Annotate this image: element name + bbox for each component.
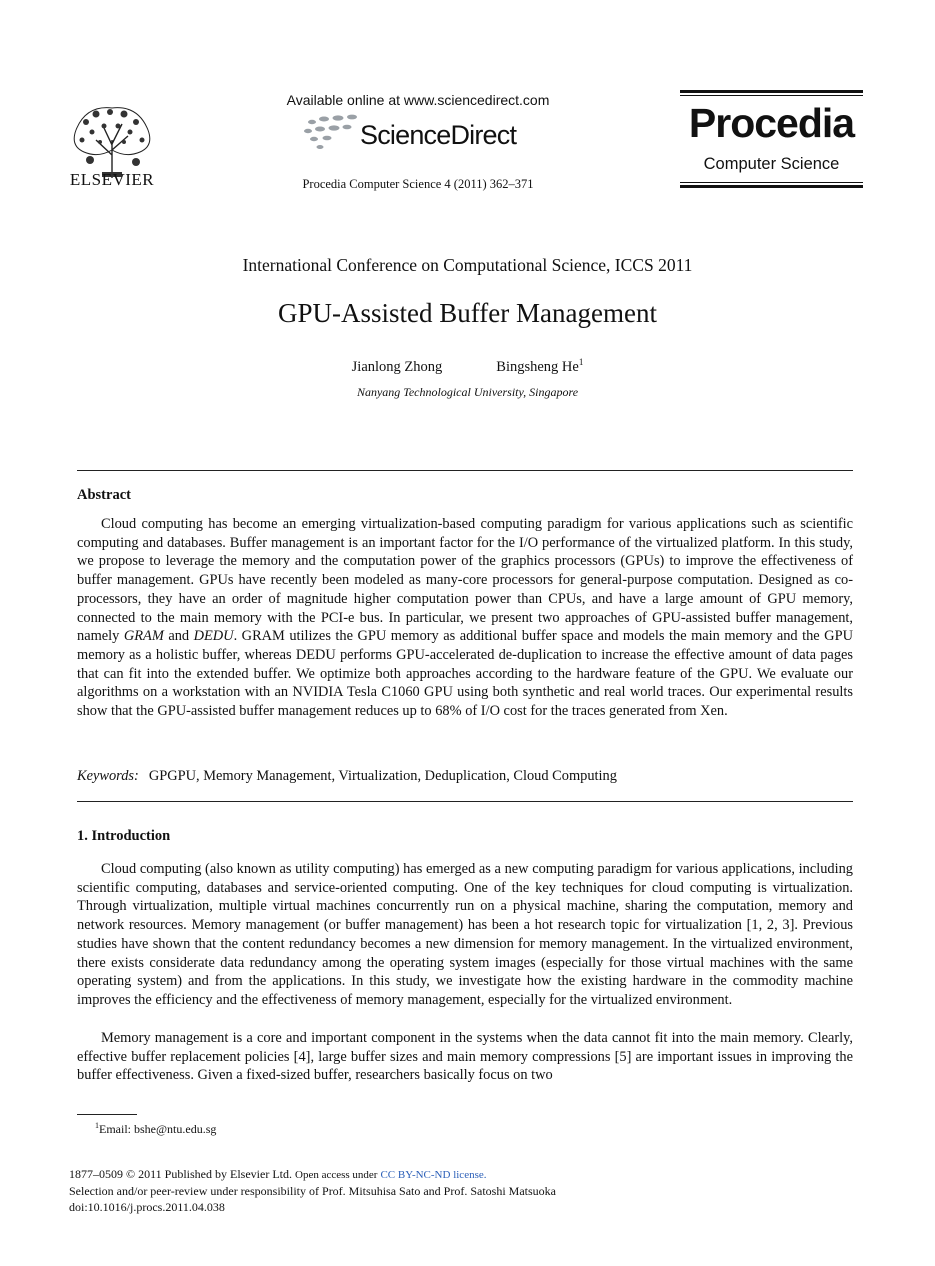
footnote-email: Email: bshe@ntu.edu.sg xyxy=(99,1122,217,1136)
elsevier-wordmark: ELSEVIER xyxy=(69,170,155,189)
keywords-line xyxy=(77,768,617,785)
introduction-paragraph-1: Cloud computing (also known as utility computing) has emerged as a new computing paradigm for various applications, including scientific computing, databases and service-oriented computing. One of the key techniques for cloud computing is virtualization. Through virtualization, multiple virtual machines concurrently run on a physical machine, sharing the computation, memory and network resources. Memory management (or buffer management) has been a hot research topic for virtualization [1, 2, 3]. Previous studies have shown that the content redundancy becomes a new dimension for memory management. In the virtualized environment, there exists considerate data redundancy among the operating system images (especially for those virtual machines with the same operating system) and from the applications. In this study, we investigate how the existing hardware in the commodity machine improves the efficiency and the effectiveness of memory management, especially for the virtualized environment. xyxy=(77,861,853,1008)
abstract-paragraph xyxy=(77,515,853,721)
journal-reference: Procedia Computer Science 4 (2011) 362–371 xyxy=(302,177,534,191)
keywords-label: Keywords: xyxy=(77,768,139,784)
abstract-text: . GRAM utilizes the GPU memory as additional buffer space and models the main memory and the GPU memory as a holistic buffer, whereas DEDU performs GPU-accelerated de-duplication to increase the effective amount of data pages that can fit into the extended buffer. We optimize both approaches according to the hardware feature of the GPU. We evaluate our algorithms on a workstation with an NVIDIA Tesla C1060 GPU using both synthetic and real world traces. Our experimental results show that the GPU-assisted buffer management reduces up to 68% of I/O cost for the traces generated from Xen. xyxy=(77,628,853,720)
doi-line: doi:10.1016/j.procs.2011.04.038 xyxy=(69,1200,225,1214)
procedia-bottom-thin-rule xyxy=(680,182,863,183)
conference-name: International Conference on Computational Science, ICCS 2011 xyxy=(242,255,693,275)
term-gram: GRAM xyxy=(123,628,164,645)
procedia-logo xyxy=(680,90,863,190)
paper-title: GPU-Assisted Buffer Management xyxy=(278,298,657,328)
abstract-heading: Abstract xyxy=(77,487,131,503)
sciencedirect-wordmark: ScienceDirect xyxy=(360,120,517,150)
open-access-text: Open access under xyxy=(295,1169,378,1181)
procedia-subtitle: Computer Science xyxy=(703,155,840,173)
affiliation: Nanyang Technological University, Singapore xyxy=(356,385,579,399)
available-online-text: Available online at www.sciencedirect.com xyxy=(286,92,550,108)
introduction-paragraph-2: Memory management is a core and important component in the systems when the data cannot fit into the main memory. Clearly, effective buffer replacement policies [4], large buffer sizes and main memory compressions [5] are important issues in improving the buffer effectiveness. Given a fixed-sized buffer, researchers basically focus on two xyxy=(77,1030,853,1084)
procedia-bottom-rule xyxy=(680,185,863,188)
procedia-top-rule xyxy=(680,90,863,93)
footnote-mark: 1 xyxy=(95,1121,99,1130)
procedia-top-thin-rule xyxy=(680,95,863,96)
abstract-text: Cloud computing has become an emerging virtualization-based computing paradigm for various applications such as scientific computing and databases. Buffer management is an important factor for the I/O performance of the virtualized platform. In this study, we propose to leverage the memory and the computation power of the graphics processors (GPUs) to improve the effectiveness of buffer management. GPUs have recently been modeled as many-core processors for general-purpose computation. Designed as co-processors, they have an order of magnitude higher computation power than CPUs, and have a large amount of GPU memory, connected to the main memory with the PCI-e bus. In particular, we present two approaches of GPU-assisted buffer management, namely xyxy=(77,516,853,645)
sciencedirect-dots-icon xyxy=(300,112,360,154)
abstract-top-rule xyxy=(77,470,853,471)
abstract-text: and xyxy=(163,628,194,645)
author-name: Bingsheng He xyxy=(496,358,579,375)
issn-copyright: 1877–0509 © 2011 Published by Elsevier Ltd. xyxy=(69,1167,292,1181)
term-dedu: DEDU xyxy=(193,628,234,645)
keywords-list: GPGPU, Memory Management, Virtualization, Deduplication, Cloud Computing xyxy=(148,768,617,784)
author-footnote-mark: 1 xyxy=(578,357,584,367)
author-name: Jianlong Zhong xyxy=(351,358,443,375)
author-list xyxy=(0,357,935,376)
procedia-title: Procedia xyxy=(688,100,855,146)
footnote xyxy=(95,1121,216,1137)
license-link[interactable]: CC BY-NC-ND license. xyxy=(380,1169,487,1181)
copyright-line xyxy=(69,1167,487,1182)
peer-review-line: Selection and/or peer-review under responsibility of Prof. Mitsuhisa Sato and Prof. Satoshi Matsuoka xyxy=(69,1184,557,1198)
introduction-heading: 1. Introduction xyxy=(77,828,171,844)
footnote-rule xyxy=(77,1114,137,1115)
abstract-bottom-rule xyxy=(77,801,853,802)
